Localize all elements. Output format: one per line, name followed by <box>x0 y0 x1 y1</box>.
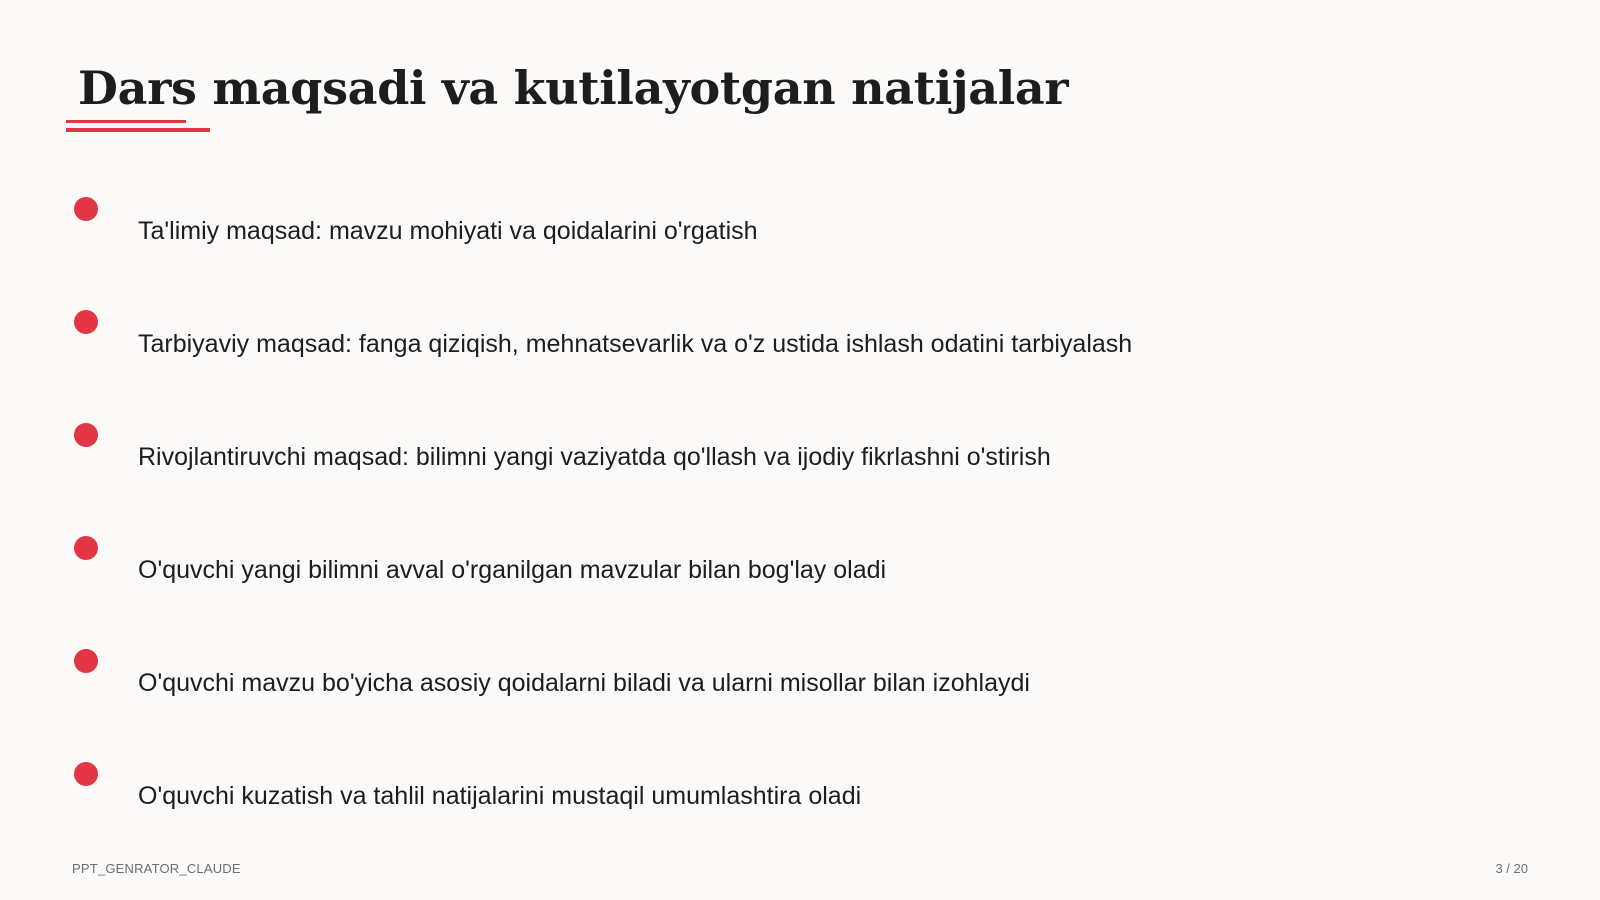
bullet-dot-icon <box>74 536 98 560</box>
bullet-item-3 <box>0 423 1600 503</box>
bullet-dot-icon <box>74 197 98 221</box>
bullet-dot-icon <box>74 649 98 673</box>
bullet-item-4 <box>0 536 1600 616</box>
bullet-text: O'quvchi kuzatish va tahlil natijalarini mustaqil umumlashtira oladi <box>138 782 862 810</box>
bullet-dot-icon <box>74 310 98 334</box>
bullet-text: Rivojlantiruvchi maqsad: bilimni yangi vaziyatda qo'llash va ijodiy fikrlashni o'stirish <box>138 443 1051 471</box>
bullet-text: Tarbiyaviy maqsad: fanga qiziqish, mehnatsevarlik va o'z ustida ishlash odatini tarbiyalash <box>138 330 1133 358</box>
slide-title: Dars maqsadi va kutilayotgan natijalar <box>78 61 1069 115</box>
bullet-text: Ta'limiy maqsad: mavzu mohiyati va qoidalarini o'rgatish <box>138 217 758 245</box>
bullet-text: O'quvchi yangi bilimni avval o'rganilgan mavzular bilan bog'lay oladi <box>138 556 887 584</box>
footer-page-indicator: 3 / 20 <box>1495 861 1528 876</box>
bullet-item-6 <box>0 762 1600 842</box>
bullet-text: O'quvchi mavzu bo'yicha asosiy qoidalarni biladi va ularni misollar bilan izohlaydi <box>138 669 1030 697</box>
bullet-dot-icon <box>74 762 98 786</box>
bullet-item-1 <box>0 197 1600 277</box>
bullet-item-2 <box>0 310 1600 390</box>
bullet-dot-icon <box>74 423 98 447</box>
bullet-item-5 <box>0 649 1600 729</box>
footer-brand: PPT_GENRATOR_CLAUDE <box>72 861 241 876</box>
